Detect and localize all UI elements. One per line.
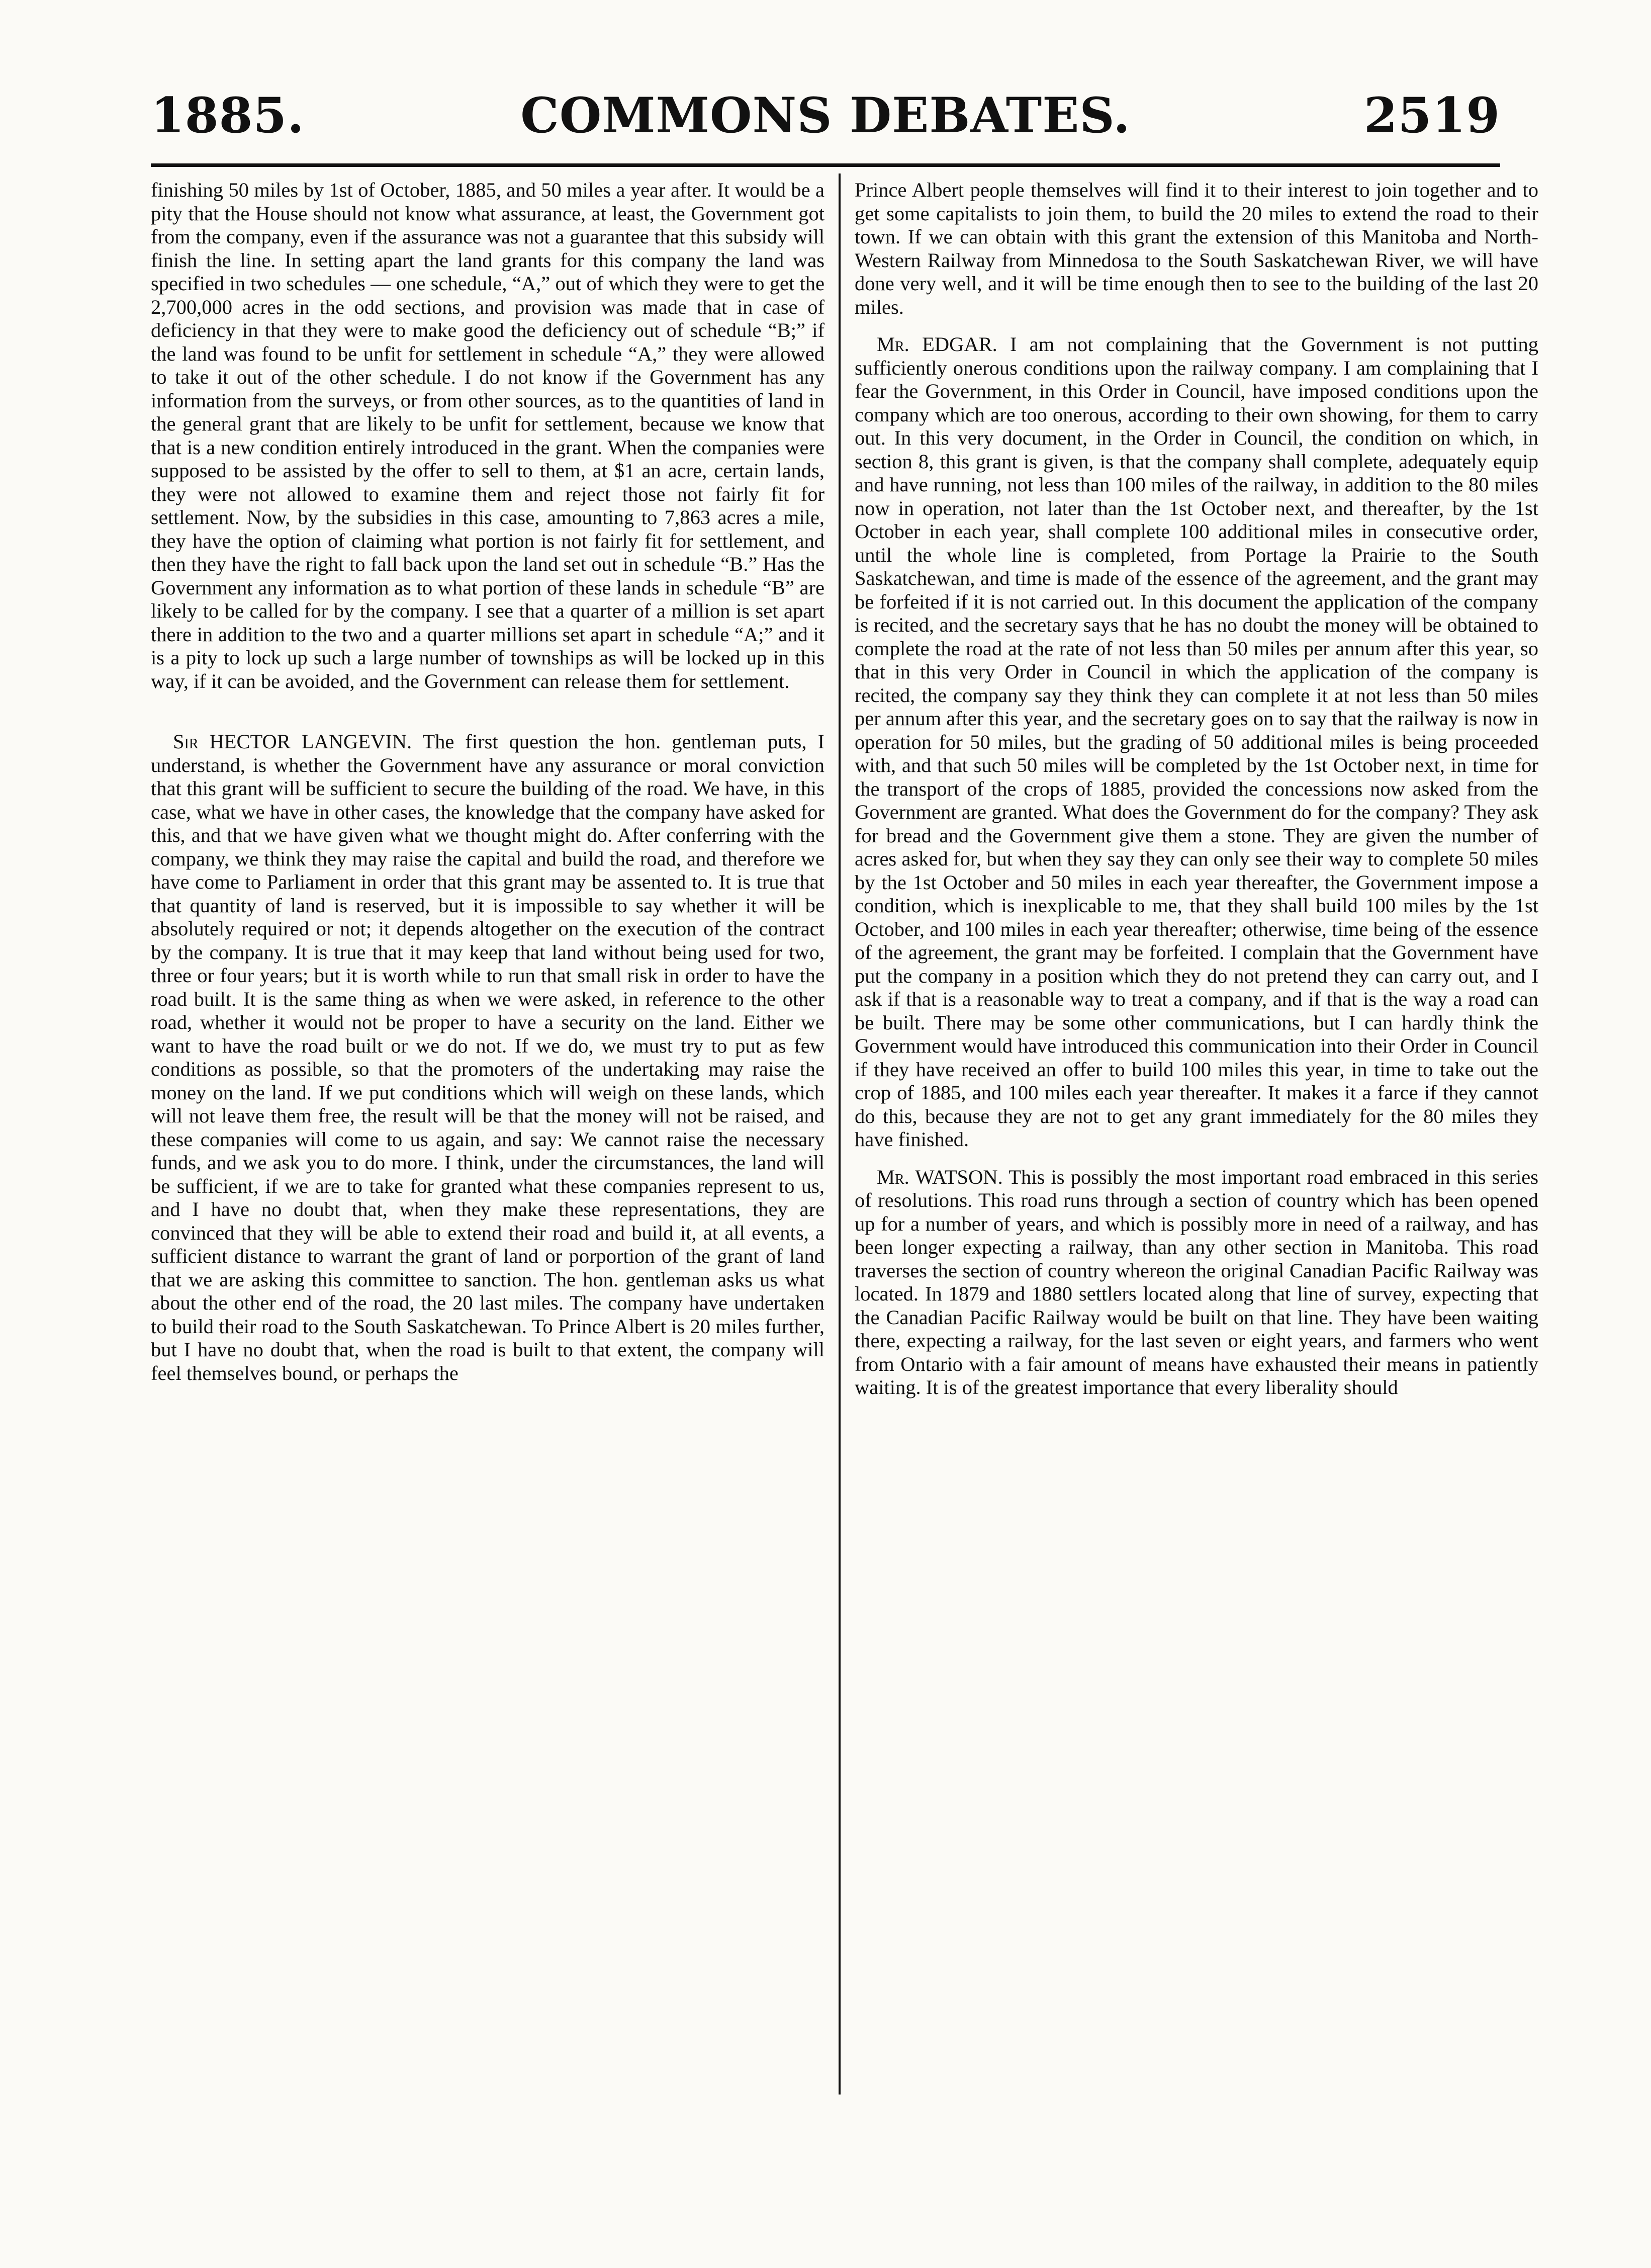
paragraph-text: This is possibly the most important road embraced in this series of resolutions. This road runs through a section of country which has been opened up for a number of years, and which is possibly more in need of a railway, and has been longer expecting a railway, than any other section in Manitoba. This road traverses the section of country whereon the original Canadian Pacific Railway was located. In 1879 and 1880 settlers located along that line of survey, expecting that the Canadian Pacific Railway would be built on that line. They have been waiting there, expecting a railway, for the last seven or eight years, and farmers who went from Ontario with a fair amount of means have exhausted their means in patiently waiting. It is of the greatest importance that every liberality should bbox=[855, 1165, 1538, 1399]
paragraph bbox=[855, 1166, 1538, 1400]
paragraph bbox=[151, 179, 824, 693]
paragraph bbox=[855, 179, 1538, 319]
header-title: COMMONS DEBATES. bbox=[520, 87, 1131, 144]
page-header bbox=[151, 85, 1500, 146]
speaker-name: Sir HECTOR LANGEVIN. bbox=[173, 730, 412, 753]
column-divider bbox=[839, 173, 841, 2095]
speaker-name: Mr. EDGAR. bbox=[877, 333, 997, 356]
header-rule bbox=[151, 163, 1500, 167]
paragraph-text: The first question the hon. gentleman puts, I understand, is whether the Government have any assurance or moral conviction that this grant will be sufficient to secure the building of the road. We have, in this case, what we have in other cases, the knowledge that the company have asked for this, and that we have given what we thought might do. After conferring with the company, we think they may raise the capital and build the road, and therefore we have come to Parliament in order that this grant may be assented to. It is true that that quantity of land is reserved, but it is impossible to say whether it will be absolutely required or not; it depends altogether on the execution of the contract by the company. It is true that it may keep that land without being used for two, three or four years; but it is worth while to run that small risk in order to have the road built. It is the same thing as when we were asked, in reference to the other road, whether it would not be proper to have a security on the land. Either we want to have the road built or we do not. If we do, we must try to put as few conditions as possible, so that the promoters of the undertaking may raise the money on the land. If we put conditions which will weigh on these lands, which will not leave them free, the result will be that the money will not be raised, and these companies will come to us again, and say: We cannot raise the necessary funds, and we ask you to do more. I think, under the circumstances, the land will be sufficient, if we are to take for granted what these companies represent to us, and I have no doubt that, when they make these representations, they are convinced that they will be able to extend their road and build it, at all events, a sufficient distance to warrant the grant of land or porportion of the grant of land that we are asking this committee to sanction. The hon. gentleman asks us what about the other end of the road, the 20 last miles. The company have undertaken to build their road to the South Saskatchewan. To Prince Albert is 20 miles further, but I have no doubt that, when the road is built to that extent, the company will feel themselves bound, or perhaps the bbox=[151, 730, 825, 1384]
paragraph bbox=[151, 730, 824, 1385]
left-column bbox=[151, 179, 824, 1385]
paragraph-text: Prince Albert people themselves will find it to their interest to join together and to get some capitalists to join them, to build the 20 miles to extend the road to their town. If we can obtain with this grant the extension of this Manitoba and North-Western Railway from Minnedosa to the South Saskatchewan River, we will have done very well, and it will be time enough then to see to the building of the last 20 miles. bbox=[855, 179, 1538, 318]
right-column bbox=[855, 179, 1538, 1400]
paragraph-text: I am not complaining that the Government is not putting sufficiently onerous conditions upon the railway company. I am complaining that I fear the Government, in this Order in Council, have imposed conditions upon the company which are too onerous, according to their own showing, for them to carry out. In this very document, in the Order in Council, the condition on which, in section 8, this grant is given, is that the company shall complete, adequately equip and have running, not less than 100 miles of the railway, in addition to the 80 miles now in operation, not later than the 1st October next, and thereafter, by the 1st October in each year, shall complete 100 additional miles in consecutive order, until the whole line is completed, from Portage la Prairie to the South Saskatchewan, and time is made of the essence of the agreement, and the grant may be forfeited if it is not carried out. In this document the application of the company is recited, and the secretary says that he has no doubt the money will be obtained to complete the road at the rate of not less than 50 miles per annum after this year, so that in this very Order in Council in which the application of the company is recited, the company say they think they can complete it at not less than 50 miles per annum after this year, and the secretary goes on to say that the railway is now in operation for 50 miles, but the grading of 50 additional miles is being proceeded with, and that such 50 miles will be completed by the 1st October next, in time for the transport of the crops of 1885, provided the concessions now asked from the Government are granted. What does the Government do for the company? They ask for bread and the Government give them a stone. They are given the number of acres asked for, but when they say they can only see their way to complete 50 miles by the 1st October and 50 miles in each year thereafter, the Government impose a condition, which is inexplicable to me, that they shall build 100 miles by the 1st October, and 100 miles in each year thereafter; otherwise, time being of the essence of the agreement, the grant may be forfeited. I complain that the Government have put the company in a position which they do not pretend they can carry out, and I ask if that is a reasonable way to treat a company, and if that is the way a road can be built. There may be some other communications, but I can hardly think the Government would have introduced this communication into their Order in Council if they have received an offer to build 100 miles this year, in time to take out the crop of 1885, and 100 miles each year thereafter. It makes it a farce if they cannot do this, because they are not to get any grant immediately for the 80 miles they have finished. bbox=[855, 333, 1539, 1151]
paragraph-text: finishing 50 miles by 1st of October, 1885, and 50 miles a year after. It would be a pity that the House should not know what assurance, at least, the Government got from the company, even if the assurance was not a guarantee that this subsidy will finish the line. In setting apart the land grants for this company the land was specified in two schedules — one schedule, “A,” out of which they were to get the 2,700,000 acres in the odd sections, and provision was made that in case of deficiency in that they were to make good the deficiency out of schedule “B;” if the land was found to be unfit for settlement in schedule “A,” they were allowed to take it out of the other schedule. I do not know if the Government has any information from the surveys, or from other sources, as to the quantities of land in the general grant that are likely to be unfit for settlement, because we know that that is a new condition entirely introduced in the grant. When the companies were supposed to be assisted by the offer to sell to them, at $1 an acre, certain lands, they were not allowed to examine them and reject those not fairly fit for settlement. Now, by the subsidies in this case, amounting to 7,863 acres a mile, they have the option of claiming what portion is not fairly fit for settlement, and then they have the right to fall back upon the land set out in schedule “B.” Has the Government any information as to what portion of these lands in schedule “B” are likely to be called for by the company. I see that a quarter of a million is set apart there in addition to the two and a quarter millions set apart in schedule “A;” and it is a pity to lock up such a large number of townships as will be locked up in this way, if it can be avoided, and the Government can release them for settlement. bbox=[151, 179, 824, 692]
header-page-number: 2519 bbox=[1363, 87, 1500, 144]
paragraph bbox=[855, 333, 1538, 1152]
speaker-name: Mr. WATSON. bbox=[877, 1165, 1003, 1188]
header-year: 1885. bbox=[151, 87, 305, 144]
